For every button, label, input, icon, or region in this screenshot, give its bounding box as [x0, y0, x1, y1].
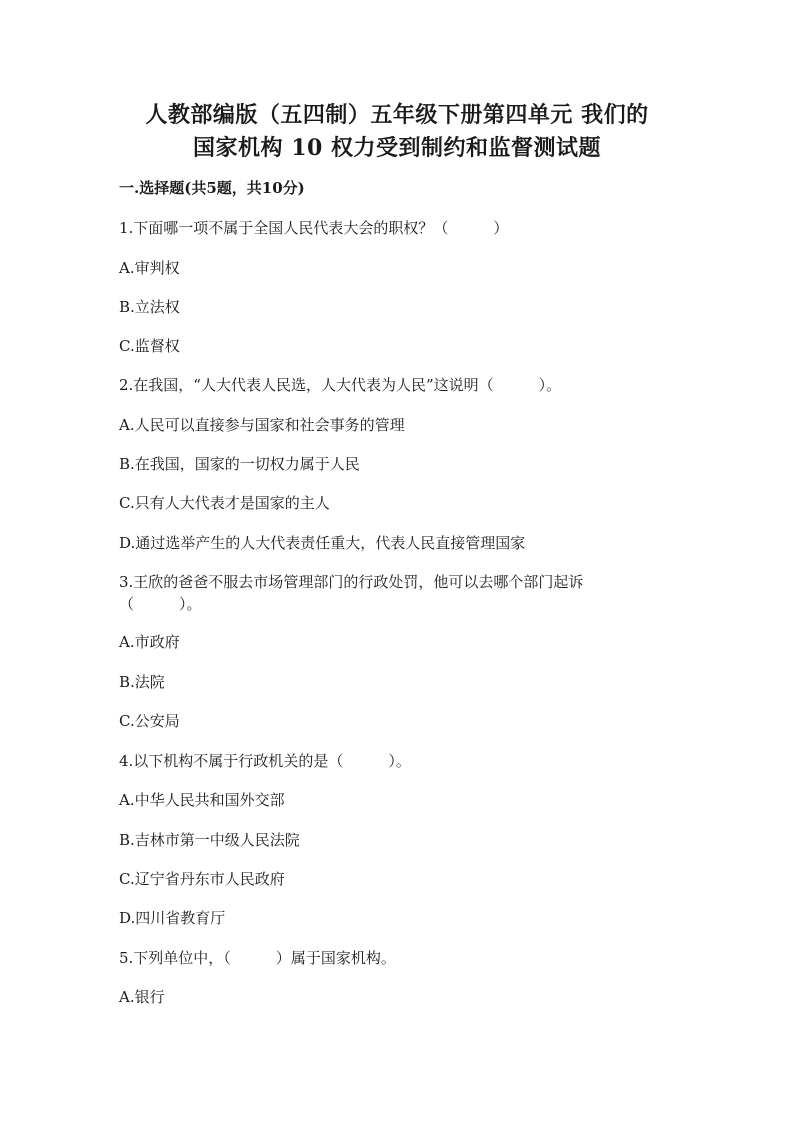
question-2-option-c: C.只有人大代表才是国家的主人 — [119, 494, 330, 512]
question-3-stem: 3.王欣的爸爸不服去市场管理部门的行政处罚，他可以去哪个部门起诉 — [119, 573, 584, 591]
question-5-stem: 5.下列单位中，（ ）属于国家机构。 — [119, 949, 396, 967]
question-5-option-a: A.银行 — [119, 988, 165, 1006]
document-title-line-1: 人教部编版（五四制）五年级下册第四单元 我们的 — [145, 102, 649, 128]
question-1-option-b: B.立法权 — [119, 298, 180, 316]
question-2-option-b: B.在我国，国家的一切权力属于人民 — [119, 455, 360, 473]
question-3-option-b: B.法院 — [119, 673, 165, 691]
question-4-option-c: C.辽宁省丹东市人民政府 — [119, 870, 285, 888]
question-3-option-a: A.市政府 — [119, 633, 180, 651]
document-title-line-2: 国家机构 10 权力受到制约和监督测试题 — [193, 135, 601, 161]
question-4-option-a: A.中华人民共和国外交部 — [119, 791, 285, 809]
question-2-option-d: D.通过选举产生的人大代表责任重大，代表人民直接管理国家 — [119, 534, 526, 552]
question-2-option-a: A.人民可以直接参与国家和社会事务的管理 — [119, 416, 405, 434]
question-1-option-c: C.监督权 — [119, 337, 180, 355]
question-4-option-b: B.吉林市第一中级人民法院 — [119, 831, 300, 849]
question-4-option-d: D.四川省教育厅 — [119, 909, 226, 927]
question-3-stem-continuation: （ ）。 — [119, 595, 202, 613]
question-1-stem: 1.下面哪一项不属于全国人民代表大会的职权？（ ） — [119, 219, 509, 237]
question-4-stem: 4.以下机构不属于行政机关的是（ ）。 — [119, 752, 411, 770]
question-3-option-c: C.公安局 — [119, 712, 180, 730]
question-2-stem: 2.在我国，“人大代表人民选，人大代表为人民”这说明（ ）。 — [119, 376, 562, 394]
question-1-option-a: A.审判权 — [119, 259, 180, 277]
section-heading: 一.选择题(共5题，共10分) — [119, 179, 305, 197]
